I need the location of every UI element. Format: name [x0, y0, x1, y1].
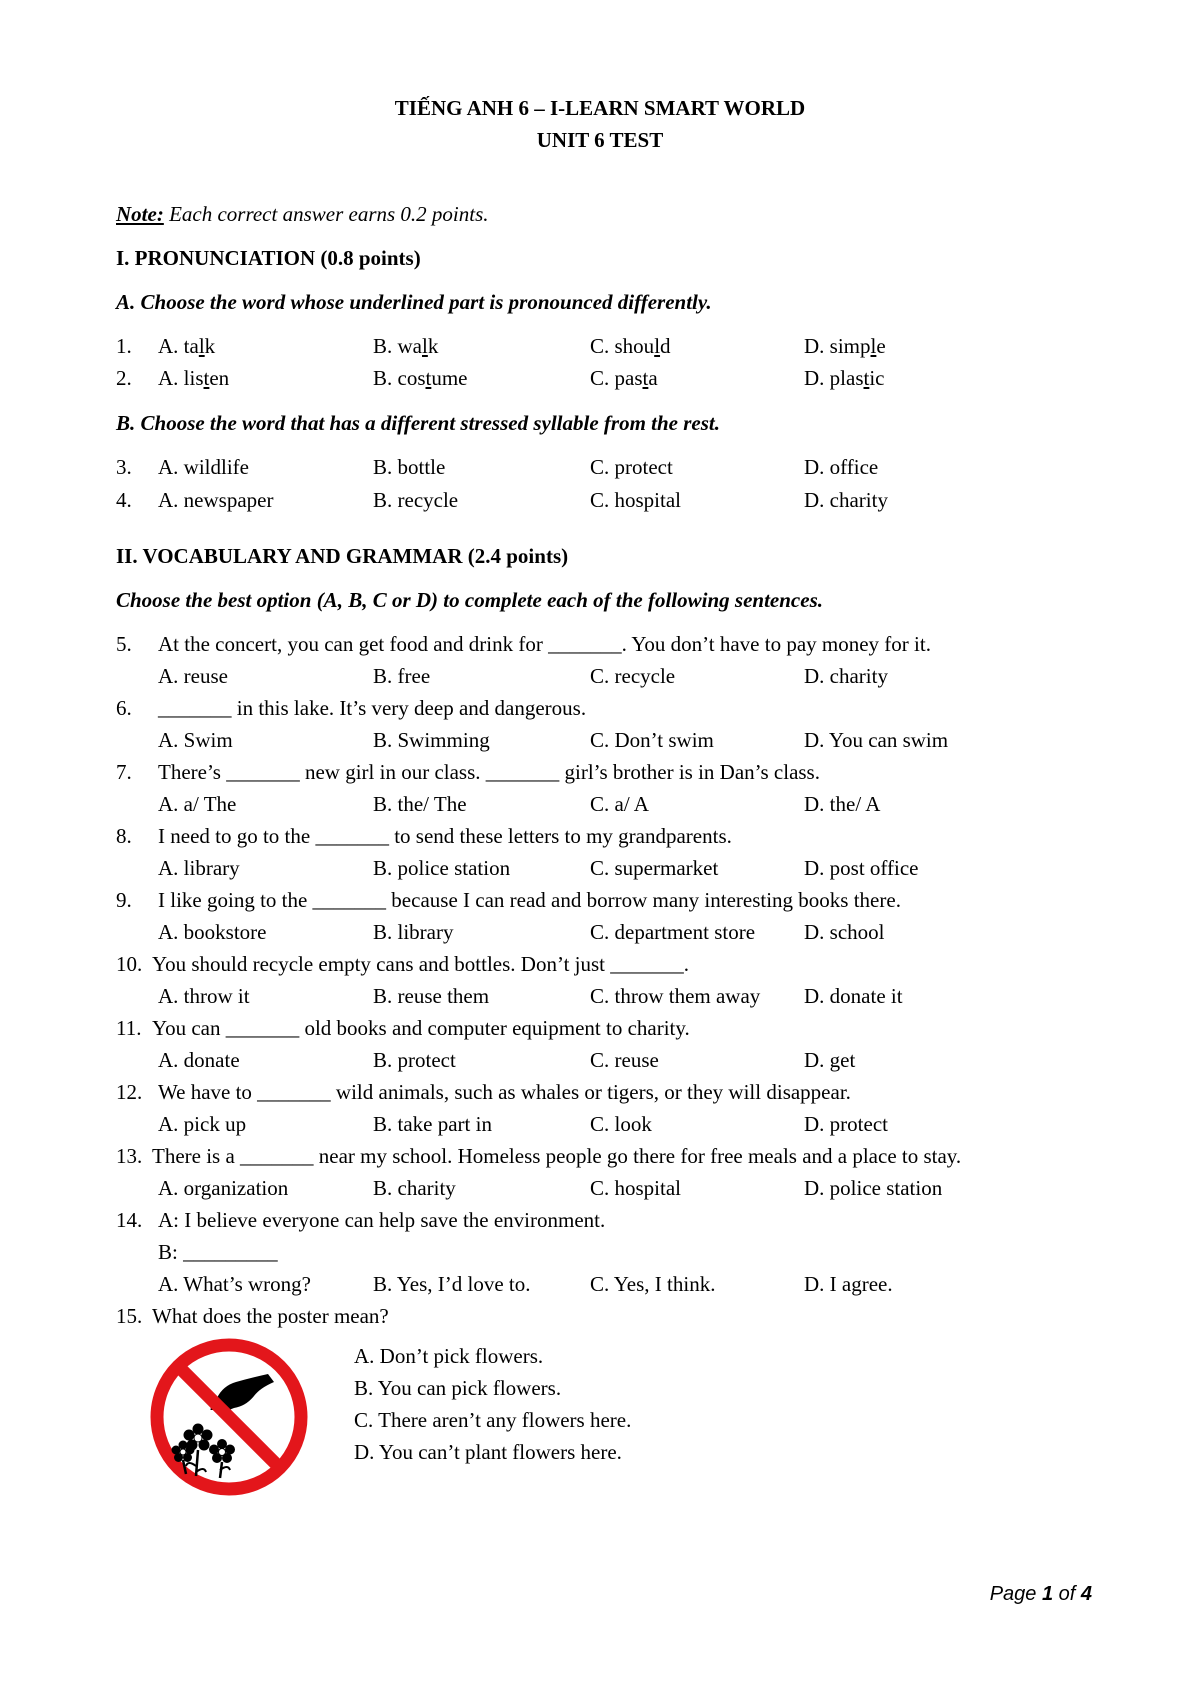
question-text: What does the poster mean?: [152, 1304, 389, 1328]
option-d: D. simple: [804, 334, 886, 358]
option-c: C. pasta: [590, 366, 658, 390]
option-b: B. library: [373, 920, 454, 944]
option-b: B. the/ The: [373, 792, 467, 816]
option-b: B. reuse them: [373, 984, 490, 1008]
option-b: B. protect: [373, 1048, 456, 1072]
option-a: A. newspaper: [158, 488, 274, 512]
question-text: You can _______ old books and computer equipment to charity.: [152, 1016, 690, 1040]
question-text: We have to _______ wild animals, such as whales or tigers, or they will disappear.: [158, 1080, 851, 1104]
question-text: I like going to the _______ because I can read and borrow many interesting books there.: [158, 888, 901, 912]
option-d: D. You can’t plant flowers here.: [354, 1440, 622, 1464]
question-text: You should recycle empty cans and bottles. Don’t just _______.: [152, 952, 690, 976]
question-number: 2.: [116, 366, 132, 390]
question-number: 14.: [116, 1208, 143, 1232]
option-b: B. costume: [373, 366, 468, 390]
page-number-footer: Page 1 of 4: [989, 1583, 1092, 1605]
option-b: B. free: [373, 664, 431, 688]
option-d: D. school: [804, 920, 885, 944]
note-line: [116, 202, 489, 227]
option-c: C. should: [590, 334, 671, 358]
option-a: A. Swim: [158, 728, 233, 752]
option-c: C. department store: [590, 920, 756, 944]
option-b: B. recycle: [373, 488, 459, 512]
option-c: C. recycle: [590, 664, 676, 688]
section-vocabulary-instruction: Choose the best option (A, B, C or D) to complete each of the following sentences.: [116, 588, 823, 612]
answer-blank: B: _________: [158, 1240, 278, 1264]
option-c: C. protect: [590, 455, 673, 479]
option-d: D. office: [804, 455, 879, 479]
option-d: D. police station: [804, 1176, 943, 1200]
option-c: C. supermarket: [590, 856, 719, 880]
no-picking-flowers-sign-icon: [150, 1338, 308, 1496]
option-a: A. What’s wrong?: [158, 1272, 311, 1296]
option-a: A. donate: [158, 1048, 240, 1072]
option-d: D. You can swim: [804, 728, 949, 752]
note-label: Note:: [116, 202, 164, 226]
question-number: 4.: [116, 488, 132, 512]
question-text: I need to go to the _______ to send these letters to my grandparents.: [158, 824, 732, 848]
option-c: C. There aren’t any flowers here.: [354, 1408, 632, 1432]
option-a: A. pick up: [158, 1112, 247, 1136]
question-number: 7.: [116, 760, 132, 784]
option-a: A. listen: [158, 366, 230, 390]
option-b: B. bottle: [373, 455, 446, 479]
question-number: 3.: [116, 455, 132, 479]
option-d: D. the/ A: [804, 792, 881, 816]
question-number: 15.: [116, 1304, 143, 1328]
option-c: C. Don’t swim: [590, 728, 714, 752]
option-c: C. a/ A: [590, 792, 649, 816]
option-c: C. hospital: [590, 1176, 682, 1200]
option-c: C. look: [590, 1112, 652, 1136]
option-b: B. You can pick flowers.: [354, 1376, 562, 1400]
option-a: A. wildlife: [158, 455, 249, 479]
question-number: 13.: [116, 1144, 143, 1168]
option-a: A. talk: [158, 334, 216, 358]
option-a: A. reuse: [158, 664, 228, 688]
part-a-instruction: A. Choose the word whose underlined part is pronounced differently.: [116, 290, 712, 314]
option-a: A. bookstore: [158, 920, 267, 944]
question-text: _______ in this lake. It’s very deep and dangerous.: [158, 696, 587, 720]
option-d: D. charity: [804, 488, 888, 512]
option-b: B. walk: [373, 334, 439, 358]
question-number: 11.: [116, 1016, 142, 1040]
option-b: B. take part in: [373, 1112, 492, 1136]
document-title: TIẾNG ANH 6 – I-LEARN SMART WORLD: [394, 96, 806, 120]
question-text: A: I believe everyone can help save the environment.: [158, 1208, 606, 1232]
question-number: 12.: [116, 1080, 143, 1104]
option-a: A. a/ The: [158, 792, 237, 816]
option-a: A. library: [158, 856, 240, 880]
option-a: A. throw it: [158, 984, 250, 1008]
question-number: 9.: [116, 888, 132, 912]
option-d: D. get: [804, 1048, 856, 1072]
question-number: 8.: [116, 824, 132, 848]
question-number: 6.: [116, 696, 132, 720]
question-number: 10.: [116, 952, 143, 976]
option-d: D. I agree.: [804, 1272, 893, 1296]
document-subtitle: UNIT 6 TEST: [536, 128, 664, 152]
note-text: Each correct answer earns 0.2 points.: [163, 202, 489, 226]
option-c: C. reuse: [590, 1048, 659, 1072]
option-d: D. charity: [804, 664, 888, 688]
section-vocabulary-heading: II. VOCABULARY AND GRAMMAR (2.4 points): [116, 544, 569, 568]
question-text: There’s _______ new girl in our class. _______ girl’s brother is in Dan’s class.: [158, 760, 820, 784]
option-b: B. Swimming: [373, 728, 490, 752]
section-pronunciation-heading: I. PRONUNCIATION (0.8 points): [116, 246, 421, 270]
option-d: D. plastic: [804, 366, 885, 390]
part-b-instruction: B. Choose the word that has a different stressed syllable from the rest.: [116, 411, 720, 435]
question-number: 1.: [116, 334, 132, 358]
option-a: A. Don’t pick flowers.: [354, 1344, 544, 1368]
option-c: C. Yes, I think.: [590, 1272, 716, 1296]
option-d: D. post office: [804, 856, 919, 880]
option-c: C. hospital: [590, 488, 682, 512]
question-text: There is a _______ near my school. Homeless people go there for free meals and a place to stay.: [152, 1144, 962, 1168]
option-a: A. organization: [158, 1176, 289, 1200]
option-d: D. protect: [804, 1112, 888, 1136]
question-number: 5.: [116, 632, 132, 656]
option-b: B. charity: [373, 1176, 456, 1200]
option-c: C. throw them away: [590, 984, 761, 1008]
option-d: D. donate it: [804, 984, 903, 1008]
option-b: B. police station: [373, 856, 511, 880]
question-text: At the concert, you can get food and drink for _______. You don’t have to pay money for it.: [158, 632, 931, 656]
option-b: B. Yes, I’d love to.: [373, 1272, 531, 1296]
